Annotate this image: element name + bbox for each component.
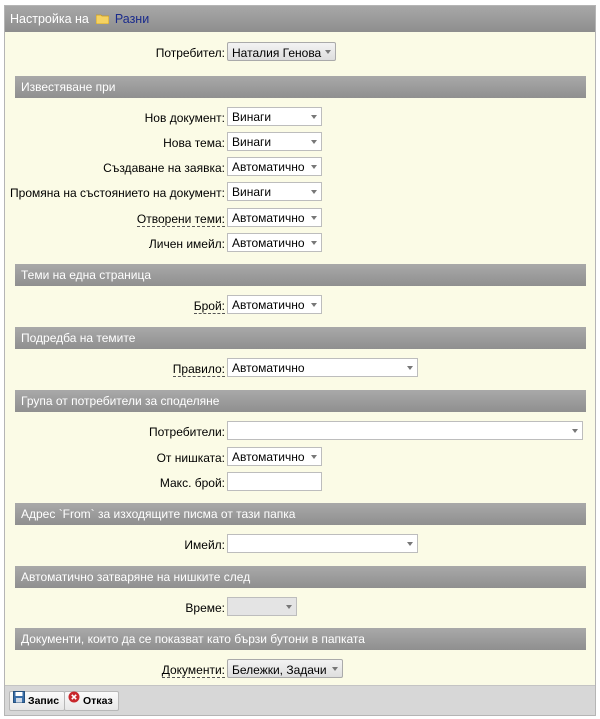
per-page-label bbox=[194, 299, 225, 313]
per-page-row bbox=[5, 295, 595, 317]
autoclose-label: Време: bbox=[185, 601, 225, 615]
open-topics-label-text: Отворени теми: bbox=[136, 212, 225, 226]
user-select-value: Наталия Генова bbox=[232, 46, 322, 60]
footer-bar bbox=[5, 685, 595, 715]
order-select[interactable] bbox=[227, 358, 418, 377]
from-thread-value: Автоматично bbox=[232, 450, 305, 464]
share-users-label: Потребители: bbox=[149, 425, 225, 439]
folder-link[interactable]: Разни bbox=[114, 12, 150, 26]
new-doc-select[interactable] bbox=[227, 107, 322, 126]
create-task-row bbox=[5, 157, 595, 179]
quick-docs-label-text: Документи: bbox=[161, 663, 225, 677]
share-users-row bbox=[5, 421, 595, 443]
new-doc-row bbox=[5, 107, 595, 129]
folder-icon bbox=[96, 7, 109, 33]
section-share: Група от потребители за споделяне bbox=[15, 390, 586, 412]
create-task-value: Автоматично bbox=[232, 160, 305, 174]
from-email-row bbox=[5, 534, 595, 556]
save-icon bbox=[13, 691, 25, 709]
open-topics-value: Автоматично bbox=[232, 211, 305, 225]
cancel-button-label: Отказ bbox=[83, 695, 113, 707]
create-task-select[interactable] bbox=[227, 157, 322, 176]
open-topics-select[interactable] bbox=[227, 208, 322, 227]
chevron-down-icon bbox=[311, 216, 317, 220]
per-page-label-text: Брой: bbox=[193, 299, 225, 313]
per-page-select[interactable] bbox=[227, 295, 322, 314]
chevron-down-icon bbox=[311, 190, 317, 194]
per-page-value: Автоматично bbox=[232, 298, 305, 312]
quick-docs-select[interactable] bbox=[227, 659, 343, 678]
user-select[interactable] bbox=[227, 42, 336, 61]
section-quick: Документи, които да се показват като бързи бутони в папката bbox=[15, 628, 586, 650]
new-topic-value: Винаги bbox=[232, 135, 272, 149]
new-topic-row bbox=[5, 132, 595, 154]
max-row bbox=[5, 472, 595, 494]
order-label bbox=[173, 362, 225, 376]
new-topic-label: Нова тема: bbox=[163, 136, 225, 150]
chevron-down-icon bbox=[572, 429, 578, 433]
personal-email-value: Автоматично bbox=[232, 236, 305, 250]
new-doc-value: Винаги bbox=[232, 110, 272, 124]
chevron-down-icon bbox=[311, 140, 317, 144]
personal-email-select[interactable] bbox=[227, 233, 322, 252]
user-row bbox=[5, 42, 595, 64]
section-order: Подредба на темите bbox=[15, 327, 586, 349]
title-bar bbox=[5, 6, 595, 32]
settings-window bbox=[4, 5, 596, 716]
new-topic-select[interactable] bbox=[227, 132, 322, 151]
chevron-down-icon bbox=[311, 165, 317, 169]
section-from: Адрес `From` за изходящите писма от тази папка bbox=[15, 503, 586, 525]
quick-docs-row bbox=[5, 659, 595, 681]
status-change-select[interactable] bbox=[227, 182, 322, 201]
cancel-button[interactable] bbox=[64, 691, 119, 711]
from-email-label: Имейл: bbox=[184, 538, 225, 552]
quick-docs-label bbox=[162, 663, 225, 677]
from-thread-select[interactable] bbox=[227, 447, 322, 466]
save-button[interactable] bbox=[9, 691, 65, 711]
status-change-value: Винаги bbox=[232, 185, 272, 199]
user-label: Потребител: bbox=[155, 46, 225, 60]
open-topics-row bbox=[5, 208, 595, 230]
cancel-icon bbox=[68, 691, 80, 709]
chevron-down-icon bbox=[311, 303, 317, 307]
order-value: Автоматично bbox=[232, 361, 305, 375]
status-change-row bbox=[5, 182, 595, 204]
autoclose-row bbox=[5, 597, 595, 619]
section-notify: Известяване при bbox=[15, 76, 586, 98]
chevron-down-icon bbox=[325, 50, 331, 54]
open-topics-label bbox=[137, 212, 225, 226]
chevron-down-icon bbox=[407, 542, 413, 546]
from-email-select[interactable] bbox=[227, 534, 418, 553]
section-autoclose: Автоматично затваряне на нишките след bbox=[15, 566, 586, 588]
max-label: Макс. брой: bbox=[159, 476, 225, 490]
order-row bbox=[5, 358, 595, 380]
chevron-down-icon bbox=[407, 366, 413, 370]
autoclose-select[interactable] bbox=[227, 597, 297, 616]
order-label-text: Правило: bbox=[172, 362, 225, 376]
chevron-down-icon bbox=[311, 455, 317, 459]
from-thread-label: От нишката: bbox=[156, 451, 225, 465]
status-change-label: Промяна на състоянието на документ: bbox=[10, 186, 225, 200]
personal-email-row bbox=[5, 233, 595, 255]
quick-docs-value: Бележки, Задачи bbox=[232, 663, 327, 677]
save-button-label: Запис bbox=[28, 695, 60, 707]
chevron-down-icon bbox=[286, 605, 292, 609]
share-users-select[interactable] bbox=[227, 421, 583, 440]
chevron-down-icon bbox=[311, 115, 317, 119]
chevron-down-icon bbox=[311, 241, 317, 245]
chevron-down-icon bbox=[332, 667, 338, 671]
from-thread-row bbox=[5, 447, 595, 469]
title-prefix: Настройка на bbox=[10, 12, 89, 26]
personal-email-label: Личен имейл: bbox=[148, 237, 225, 251]
create-task-label: Създаване на заявка: bbox=[103, 161, 225, 175]
max-input[interactable] bbox=[227, 472, 322, 491]
new-doc-label: Нов документ: bbox=[144, 111, 225, 125]
section-per-page: Теми на една страница bbox=[15, 264, 586, 286]
